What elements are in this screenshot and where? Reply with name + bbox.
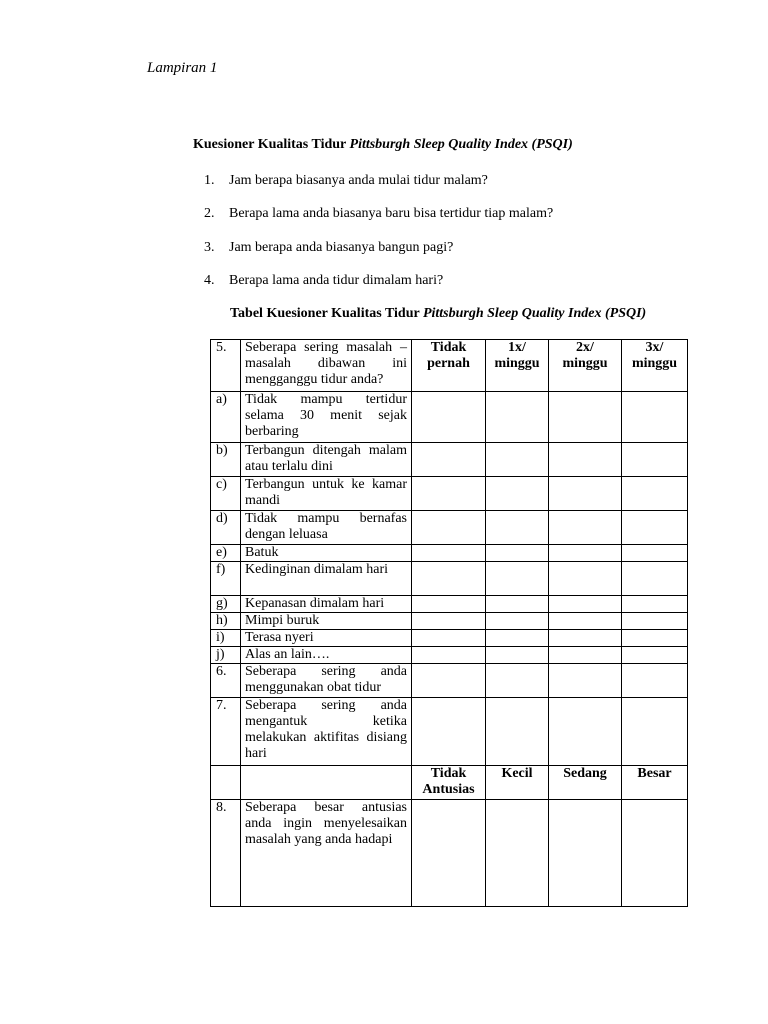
- answer-cell[interactable]: [486, 698, 549, 766]
- question-text: Berapa lama anda tidur dimalam hari?: [229, 273, 444, 288]
- answer-cell[interactable]: [549, 647, 622, 664]
- table-row: [211, 664, 688, 698]
- col-header: Tidak pernah: [412, 340, 486, 392]
- table-header-row-2: [211, 766, 688, 800]
- answer-cell[interactable]: [549, 698, 622, 766]
- table-row: [211, 511, 688, 545]
- question-text: Jam berapa anda biasanya bangun pagi?: [229, 240, 454, 255]
- answer-cell[interactable]: [622, 630, 688, 647]
- answer-cell[interactable]: [486, 664, 549, 698]
- table-row: [211, 545, 688, 562]
- row-question: Tidak mampu bernafas dengan leluasa: [241, 511, 412, 545]
- answer-cell[interactable]: [622, 664, 688, 698]
- answer-cell[interactable]: [412, 443, 486, 477]
- row-question: Kepanasan dimalam hari: [241, 596, 412, 613]
- row-question: Tidak mampu tertidur selama 30 menit sejak berbaring: [241, 392, 412, 443]
- col-header: Tidak Antusias: [412, 766, 486, 800]
- answer-cell[interactable]: [412, 800, 486, 907]
- row-number: b): [211, 443, 241, 477]
- answer-cell[interactable]: [622, 392, 688, 443]
- answer-cell[interactable]: [486, 800, 549, 907]
- answer-cell[interactable]: [486, 630, 549, 647]
- answer-cell[interactable]: [622, 545, 688, 562]
- answer-cell[interactable]: [486, 596, 549, 613]
- row-number: c): [211, 477, 241, 511]
- row-question: Batuk: [241, 545, 412, 562]
- table-header-row: [211, 340, 688, 392]
- title-italic: Pittsburgh Sleep Quality Index (PSQI): [349, 137, 573, 152]
- answer-cell[interactable]: [549, 562, 622, 596]
- question-text: Jam berapa biasanya anda mulai tidur malam?: [229, 173, 488, 188]
- answer-cell[interactable]: [622, 613, 688, 630]
- row-question: Seberapa besar antusias anda ingin menyelesaikan masalah yang anda hadapi: [241, 800, 412, 907]
- row-number: h): [211, 613, 241, 630]
- table-row: [211, 596, 688, 613]
- col-header: 3x/ minggu: [622, 340, 688, 392]
- table-row: [211, 443, 688, 477]
- answer-cell[interactable]: [486, 511, 549, 545]
- row-number: d): [211, 511, 241, 545]
- row-number: 6.: [211, 664, 241, 698]
- row-question: Terbangun ditengah malam atau terlalu dini: [241, 443, 412, 477]
- questionnaire-title: [193, 137, 573, 153]
- row-number: g): [211, 596, 241, 613]
- table-row: [211, 647, 688, 664]
- table-row: [211, 698, 688, 766]
- answer-cell[interactable]: [486, 545, 549, 562]
- answer-cell[interactable]: [486, 443, 549, 477]
- answer-cell[interactable]: [412, 596, 486, 613]
- answer-cell[interactable]: [549, 477, 622, 511]
- question-number: 4.: [204, 273, 215, 288]
- table-row: [211, 392, 688, 443]
- empty-cell: [211, 766, 241, 800]
- col-header: Besar: [622, 766, 688, 800]
- answer-cell[interactable]: [549, 613, 622, 630]
- answer-cell[interactable]: [549, 511, 622, 545]
- psqi-table: [210, 339, 688, 907]
- answer-cell[interactable]: [549, 443, 622, 477]
- table-row: [211, 477, 688, 511]
- question-number: 1.: [204, 173, 215, 188]
- row-question: Mimpi buruk: [241, 613, 412, 630]
- col-header: 2x/ minggu: [549, 340, 622, 392]
- table-title-italic: Pittsburgh Sleep Quality Index (PSQI): [422, 306, 647, 321]
- row-number: i): [211, 630, 241, 647]
- answer-cell[interactable]: [622, 698, 688, 766]
- col-header: Sedang: [549, 766, 622, 800]
- answer-cell[interactable]: [412, 698, 486, 766]
- answer-cell[interactable]: [549, 596, 622, 613]
- col-header: Kecil: [486, 766, 549, 800]
- row-question: Alas an lain….: [241, 647, 412, 664]
- row-question: Seberapa sering masalah – masalah dibawan ini mengganggu tidur anda?: [241, 340, 412, 392]
- answer-cell[interactable]: [622, 477, 688, 511]
- table-title-prefix: Tabel Kuesioner Kualitas Tidur: [230, 306, 423, 321]
- answer-cell[interactable]: [412, 392, 486, 443]
- answer-cell[interactable]: [549, 545, 622, 562]
- answer-cell[interactable]: [486, 613, 549, 630]
- answer-cell[interactable]: [549, 664, 622, 698]
- answer-cell[interactable]: [486, 477, 549, 511]
- answer-cell[interactable]: [412, 613, 486, 630]
- answer-cell[interactable]: [622, 443, 688, 477]
- answer-cell[interactable]: [549, 392, 622, 443]
- row-number: f): [211, 562, 241, 596]
- row-number: 7.: [211, 698, 241, 766]
- col-header: 1x/ minggu: [486, 340, 549, 392]
- row-question: Seberapa sering anda menggunakan obat tidur: [241, 664, 412, 698]
- answer-cell[interactable]: [486, 647, 549, 664]
- question-number: 3.: [204, 240, 215, 255]
- question-4: [204, 273, 443, 289]
- question-number: 2.: [204, 206, 215, 221]
- answer-cell[interactable]: [549, 800, 622, 907]
- row-number: a): [211, 392, 241, 443]
- answer-cell[interactable]: [412, 477, 486, 511]
- table-row: [211, 562, 688, 596]
- empty-cell: [241, 766, 412, 800]
- row-number: e): [211, 545, 241, 562]
- table-row: [211, 800, 688, 907]
- question-3: [204, 240, 453, 256]
- answer-cell[interactable]: [622, 800, 688, 907]
- table-row: [211, 613, 688, 630]
- answer-cell[interactable]: [622, 647, 688, 664]
- answer-cell[interactable]: [622, 596, 688, 613]
- row-number: 8.: [211, 800, 241, 907]
- answer-cell[interactable]: [412, 511, 486, 545]
- answer-cell[interactable]: [412, 562, 486, 596]
- row-question: Terasa nyeri: [241, 630, 412, 647]
- table-title: [230, 305, 655, 322]
- title-prefix: Kuesioner Kualitas Tidur: [193, 137, 350, 152]
- table-row: [211, 630, 688, 647]
- row-question: Kedinginan dimalam hari: [241, 562, 412, 596]
- answer-cell[interactable]: [412, 545, 486, 562]
- answer-cell[interactable]: [622, 562, 688, 596]
- row-number: j): [211, 647, 241, 664]
- question-text: Berapa lama anda biasanya baru bisa tertidur tiap malam?: [229, 206, 554, 221]
- answer-cell[interactable]: [412, 630, 486, 647]
- row-question: Terbangun untuk ke kamar mandi: [241, 477, 412, 511]
- row-number: 5.: [211, 340, 241, 392]
- answer-cell[interactable]: [412, 664, 486, 698]
- appendix-label: Lampiran 1: [147, 60, 218, 76]
- question-2: [204, 206, 553, 222]
- answer-cell[interactable]: [549, 630, 622, 647]
- answer-cell[interactable]: [486, 392, 549, 443]
- question-1: [204, 173, 488, 189]
- row-question: Seberapa sering anda mengantuk ketika melakukan aktifitas disiang hari: [241, 698, 412, 766]
- answer-cell[interactable]: [486, 562, 549, 596]
- answer-cell[interactable]: [622, 511, 688, 545]
- answer-cell[interactable]: [412, 647, 486, 664]
